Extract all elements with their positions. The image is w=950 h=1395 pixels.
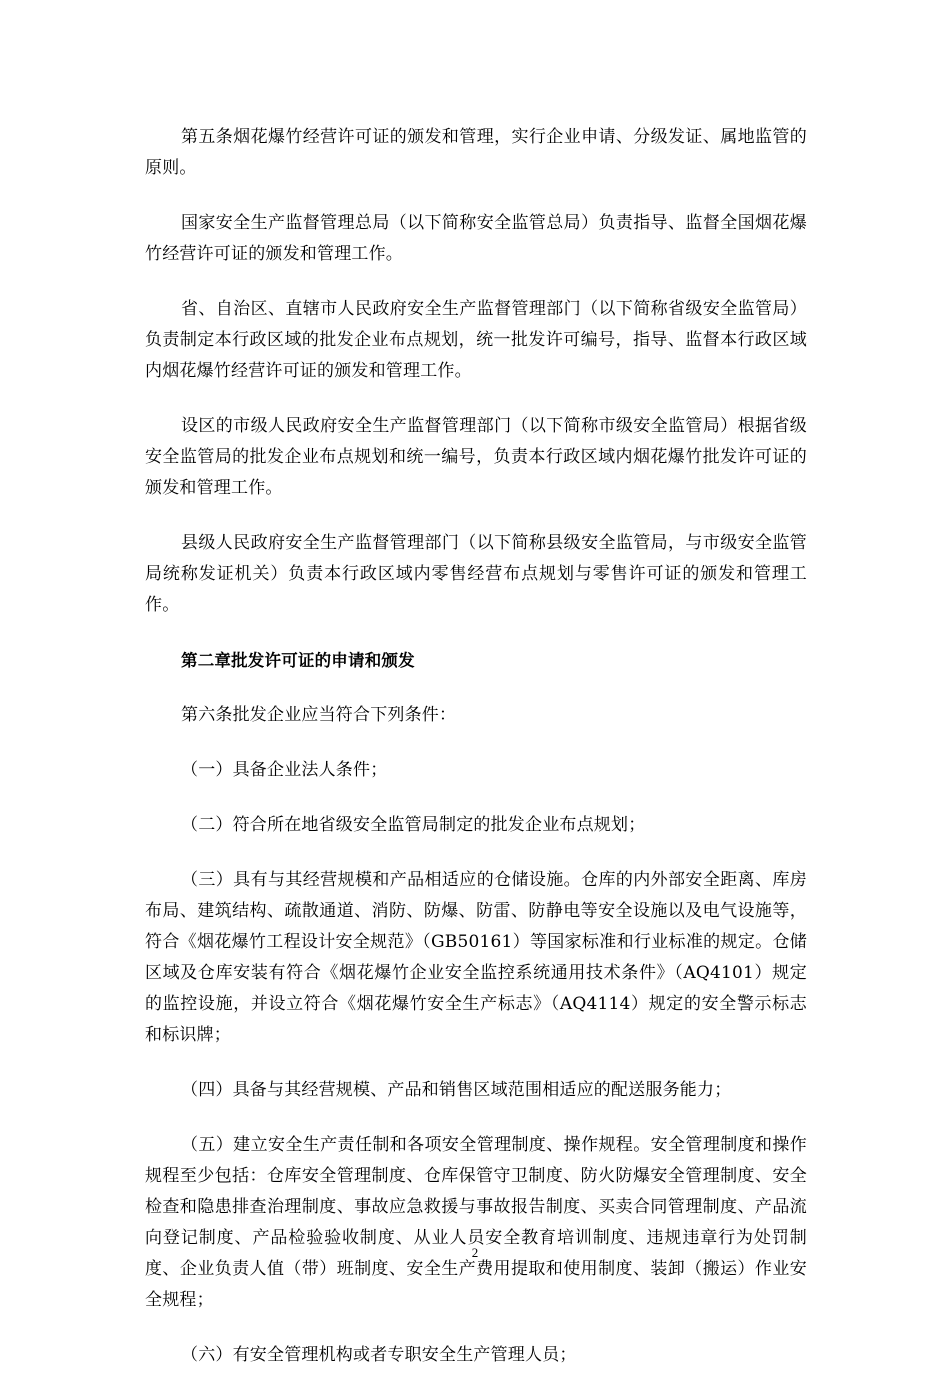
list-item-4: （四）具备与其经营规模、产品和销售区域范围相适应的配送服务能力； xyxy=(181,1080,732,1100)
paragraph-article-6: 第六条批发企业应当符合下列条件： xyxy=(181,705,457,725)
list-item-1: （一）具备企业法人条件； xyxy=(181,760,388,780)
list-item-5: （五）建立安全生产责任制和各项安全管理制度、操作规程。安全管理制度和操作规程至少包括：仓库安全管理制度、仓库保管守卫制度、防火防爆安全管理制度、安全检查和隐患排查治理制度、事故应急救援与事故报告制度、买卖合同管理制度、产品流向登记制度、产品检验验收制度、从业人员安全教育培训制度、违规违章行为处罚制度、企业负责人值（带）班制度、安全生产费用提取和使用制度、装卸（搬运）作业安全规程； xyxy=(145,1135,807,1310)
paragraph-provincial-authority: 省、自治区、直辖市人民政府安全生产监督管理部门（以下简称省级安全监管局）负责制定本行政区域的批发企业布点规划，统一批发许可编号，指导、监督本行政区域内烟花爆竹经营许可证的颁发和管理工作。 xyxy=(145,299,807,381)
list-item-6: （六）有安全管理机构或者专职安全生产管理人员； xyxy=(181,1345,577,1365)
paragraph-national-authority: 国家安全生产监督管理总局（以下简称安全监管总局）负责指导、监督全国烟花爆竹经营许可证的颁发和管理工作。 xyxy=(145,213,807,264)
list-item-2: （二）符合所在地省级安全监管局制定的批发企业布点规划； xyxy=(181,815,646,835)
paragraph-county-authority: 县级人民政府安全生产监督管理部门（以下简称县级安全监管局，与市级安全监管局统称发证机关）负责本行政区域内零售经营布点规划与零售许可证的颁发和管理工作。 xyxy=(145,533,807,615)
list-item-3: （三）具有与其经营规模和产品相适应的仓储设施。仓库的内外部安全距离、库房布局、建筑结构、疏散通道、消防、防爆、防雷、防静电等安全设施以及电气设施等，符合《烟花爆竹工程设计安全规范》（GB50161）等国家标准和行业标准的规定。仓储区域及仓库安装有符合《烟花爆竹企业安全监控系统通用技术条件》（AQ4101）规定的监控设施，并设立符合《烟花爆竹安全生产标志》（AQ4114）规定的安全警示标志和标识牌； xyxy=(145,870,807,1045)
paragraph-article-5: 第五条烟花爆竹经营许可证的颁发和管理，实行企业申请、分级发证、属地监管的原则。 xyxy=(145,127,807,178)
paragraph-city-authority: 设区的市级人民政府安全生产监督管理部门（以下简称市级安全监管局）根据省级安全监管局的批发企业布点规划和统一编号，负责本行政区域内烟花爆竹批发许可证的颁发和管理工作。 xyxy=(145,416,807,498)
chapter-2-heading: 第二章批发许可证的申请和颁发 xyxy=(181,651,415,670)
page-number: 2 xyxy=(471,1245,479,1260)
document-body xyxy=(145,122,807,1395)
